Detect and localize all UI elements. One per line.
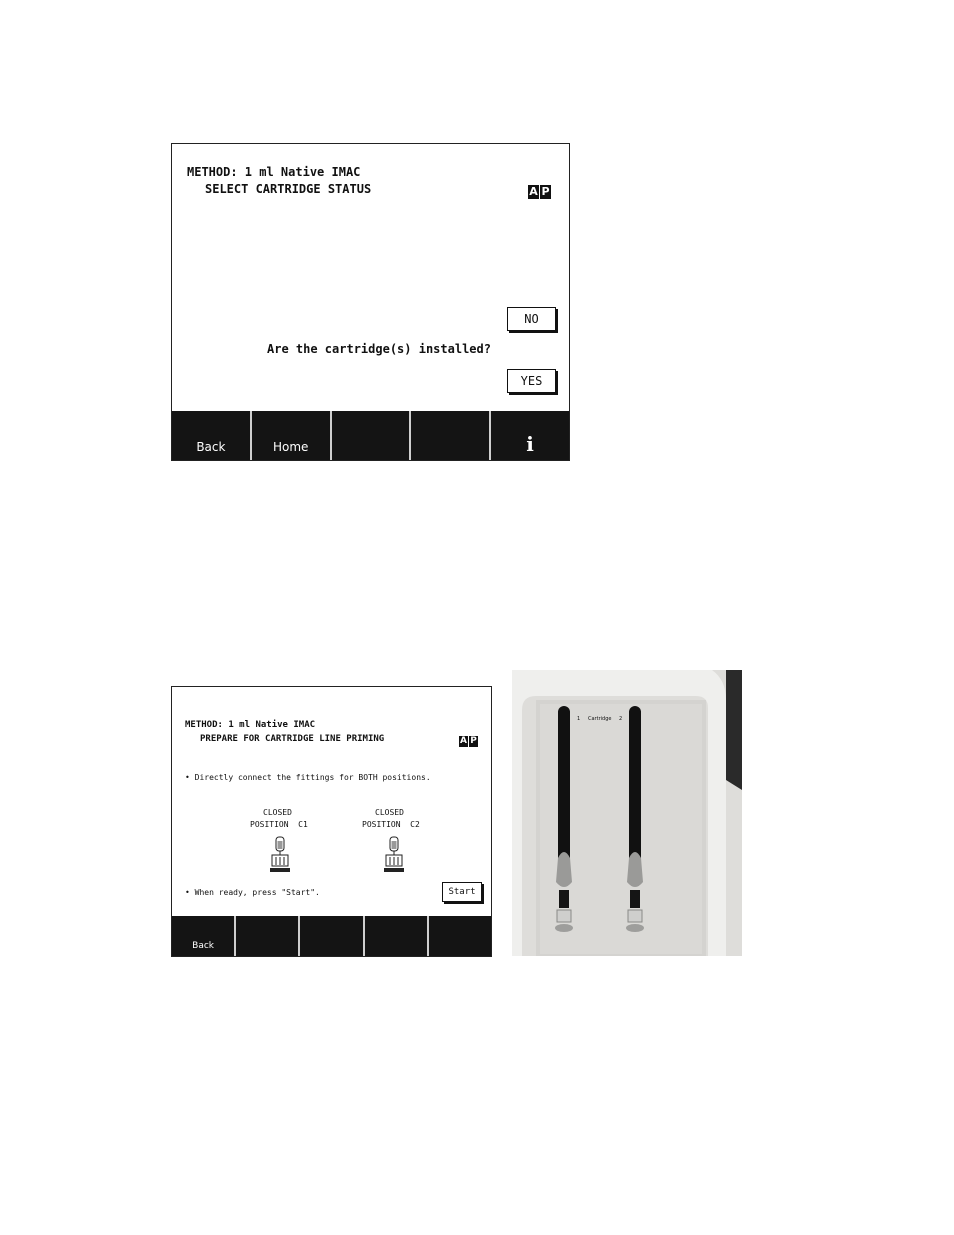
softkey-3[interactable] <box>300 916 364 956</box>
screen-subtitle: SELECT CARTRIDGE STATUS <box>205 182 372 196</box>
home-softkey[interactable]: Home <box>252 411 332 460</box>
install-question: Are the cartridge(s) installed? <box>267 342 491 356</box>
softkey-bar <box>172 411 569 460</box>
photo-label-cartridge: Cartridge <box>588 716 612 722</box>
photo-label-2: 2 <box>619 716 623 722</box>
softkey-bar <box>172 916 491 956</box>
softkey-4[interactable] <box>411 411 491 460</box>
c1-status: CLOSED <box>263 808 292 817</box>
cartridge-status-screen <box>171 143 570 461</box>
c1-position: POSITION C1 <box>250 820 308 829</box>
softkey-5[interactable] <box>429 916 491 956</box>
softkey-4[interactable] <box>365 916 429 956</box>
ap-badge <box>459 736 478 747</box>
ready-instruction: • When ready, press "Start". <box>185 888 320 897</box>
badge-a: A <box>460 736 467 746</box>
back-softkey[interactable]: Back <box>172 916 236 956</box>
softkey-3[interactable] <box>332 411 412 460</box>
info-icon: i <box>526 432 534 456</box>
photo-label-1: 1 <box>577 716 581 722</box>
connect-instruction: • Directly connect the fittings for BOTH positions. <box>185 773 431 782</box>
info-softkey[interactable] <box>491 411 569 460</box>
back-softkey[interactable]: Back <box>172 411 252 460</box>
no-button[interactable]: NO <box>507 307 556 331</box>
cartridge-c1-icon <box>269 835 291 875</box>
line-priming-screen <box>171 686 492 957</box>
start-button[interactable]: Start <box>442 882 482 902</box>
method-title: METHOD: 1 ml Native IMAC <box>187 165 361 179</box>
badge-p: P <box>541 185 550 198</box>
ap-badge <box>528 185 551 199</box>
instrument-photo <box>512 670 742 956</box>
c2-position: POSITION C2 <box>362 820 420 829</box>
badge-p: P <box>470 736 477 746</box>
softkey-2[interactable] <box>236 916 300 956</box>
yes-button[interactable]: YES <box>507 369 556 393</box>
screen-subtitle: PREPARE FOR CARTRIDGE LINE PRIMING <box>200 734 385 744</box>
cartridge-c2-icon <box>383 835 405 875</box>
instrument-illustration <box>512 670 742 956</box>
method-title: METHOD: 1 ml Native IMAC <box>185 720 316 730</box>
c2-status: CLOSED <box>375 808 404 817</box>
badge-a: A <box>529 185 538 198</box>
